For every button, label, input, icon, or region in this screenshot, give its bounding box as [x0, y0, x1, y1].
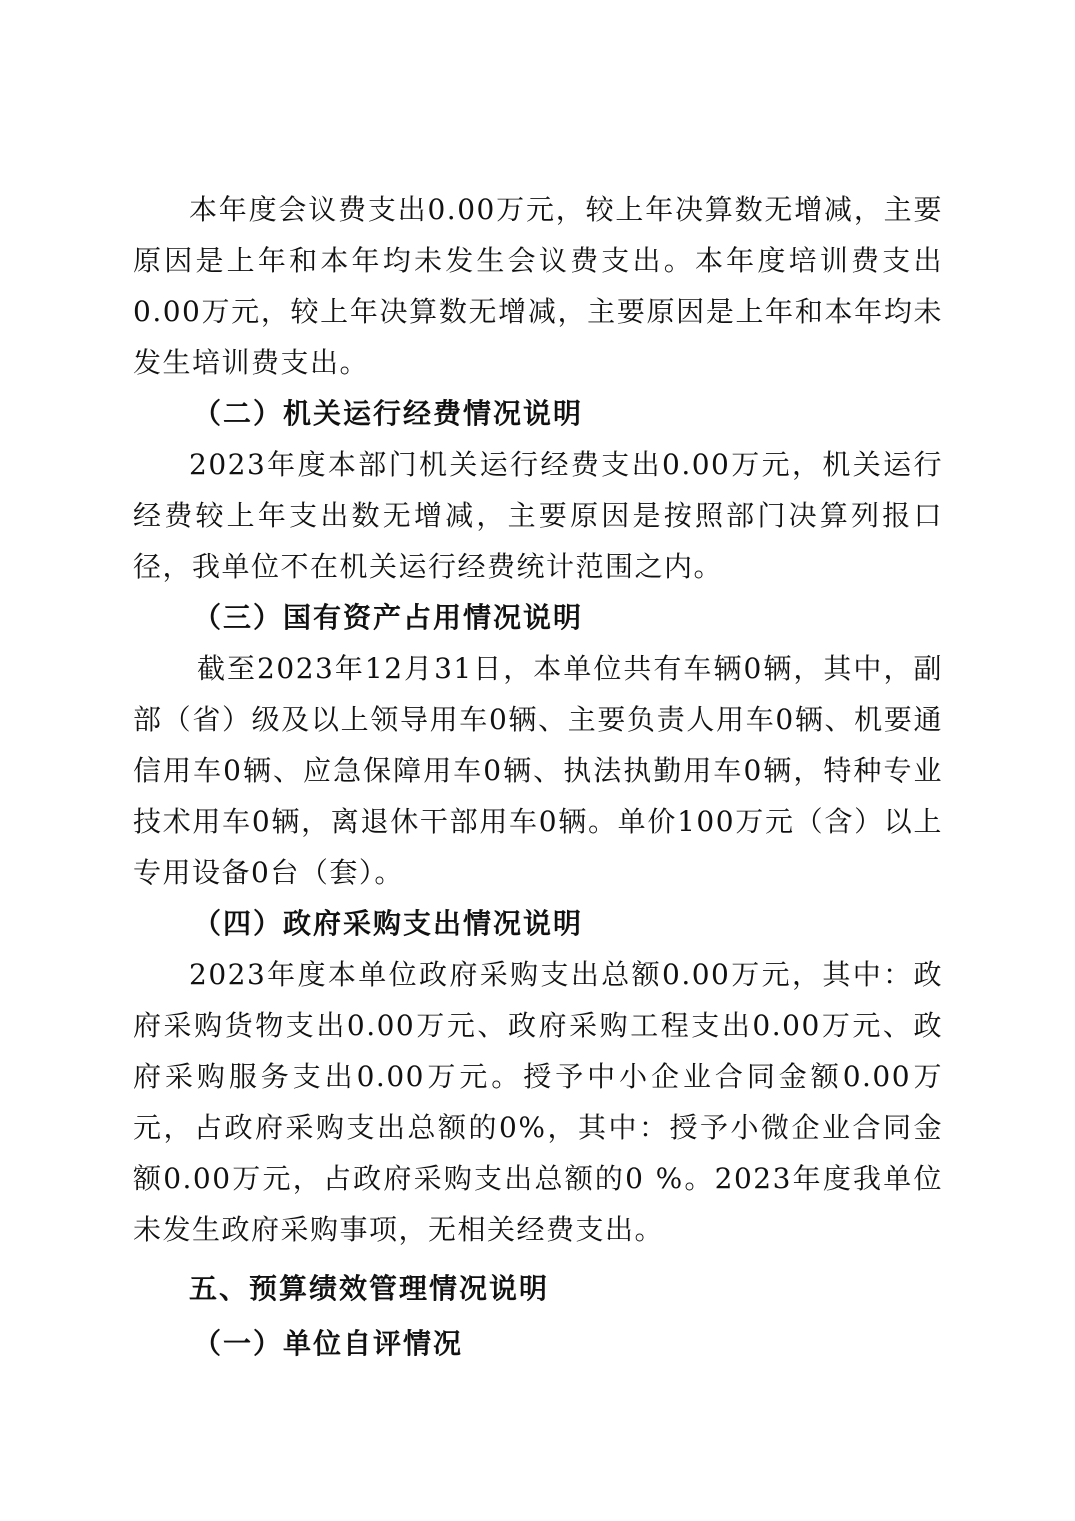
paragraph-procurement: 2023年度本单位政府采购支出总额0.00万元，其中：政府采购货物支出0.00万元、政府采购工程支出0.00万元、政府采购服务支出0.00万元。授予中小企业合同金额0.00万元，占政府采购支出总额的0%，其中：授予小微企业合同金额0.00万元，占政府采购支出总额的0 %。2023年度我单位未发生政府采购事项，无相关经费支出。 — [133, 958, 943, 1246]
chapter-heading-performance-management: 五、预算绩效管理情况说明 — [189, 1272, 550, 1305]
section-heading-self-evaluation: （一）单位自评情况 — [193, 1327, 464, 1360]
section-heading-office-expenses: （二）机关运行经费情况说明 — [193, 397, 584, 430]
section-heading-procurement: （四）政府采购支出情况说明 — [193, 907, 584, 940]
paragraph-conference-training-fees: 本年度会议费支出0.00万元，较上年决算数无增减，主要原因是上年和本年均未发生会议费支出。本年度培训费支出0.00万元，较上年决算数无增减，主要原因是上年和本年均未发生培训费支出。 — [133, 193, 943, 379]
paragraph-state-assets: 截至2023年12月31日，本单位共有车辆0辆，其中，副部（省）级及以上领导用车0辆、主要负责人用车0辆、机要通信用车0辆、应急保障用车0辆、执法执勤用车0辆，特种专业技术用车0辆，离退休干部用车0辆。单价100万元（含）以上专用设备0台（套）。 — [133, 652, 943, 889]
section-heading-state-assets: （三）国有资产占用情况说明 — [193, 601, 584, 634]
paragraph-office-expenses: 2023年度本部门机关运行经费支出0.00万元，机关运行经费较上年支出数无增减，主要原因是按照部门决算列报口径，我单位不在机关运行经费统计范围之内。 — [133, 448, 943, 583]
document-page — [133, 184, 943, 1369]
